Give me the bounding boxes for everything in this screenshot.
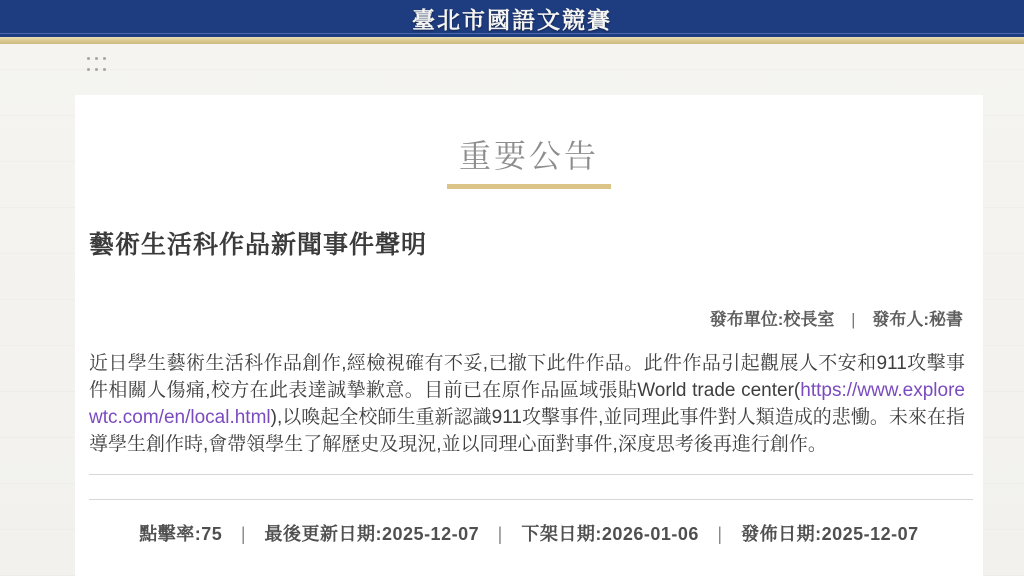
announcement-title-wrap (75, 95, 983, 189)
hit-count: 點擊率:75 (139, 524, 223, 544)
drag-handle-icon (87, 57, 109, 74)
separator: | (717, 524, 723, 544)
site-title: 臺北市國語文競賽 (412, 7, 612, 33)
header-gold-divider (0, 37, 1024, 44)
announcement-body (89, 350, 965, 458)
separator: | (851, 310, 856, 329)
separator: | (497, 524, 503, 544)
announcement-subject: 藝術生活科作品新聞事件聲明 (89, 231, 428, 259)
removal-date: 下架日期:2026-01-06 (521, 524, 699, 544)
wtc-link[interactable]: https://www.explorewtc.com/en/local.html (89, 380, 965, 428)
announcement-footer (75, 520, 983, 546)
last-updated-date: 最後更新日期:2025-12-07 (264, 524, 480, 544)
publish-unit: 發布單位:校長室 (709, 310, 835, 329)
separator: | (240, 524, 247, 544)
announcement-meta (75, 305, 963, 330)
publisher: 發布人:秘書 (872, 310, 963, 329)
announcement-title: 重要公告 (447, 131, 611, 189)
body-text-before-link: 近日學生藝術生活科作品創作,經檢視確有不妥,已撤下此件作品。此件作品引起觀展人不安和911攻擊事件相關人傷痛,校方在此表達誠摯歉意。目前已在原作品區域張貼World trade center( (89, 353, 965, 401)
announcement-card (75, 95, 983, 576)
divider-bottom (89, 499, 973, 500)
site-header (0, 0, 1024, 37)
divider-top (89, 474, 973, 475)
publish-date: 發佈日期:2025-12-07 (741, 524, 919, 544)
body-text-after-link: ),以喚起全校師生重新認識911攻擊事件,並同理此事件對人類造成的悲慟。未來在指導學生創作時,會帶領學生了解歷史及現況,並以同理心面對事件,深度思考後再進行創作。 (89, 407, 965, 455)
